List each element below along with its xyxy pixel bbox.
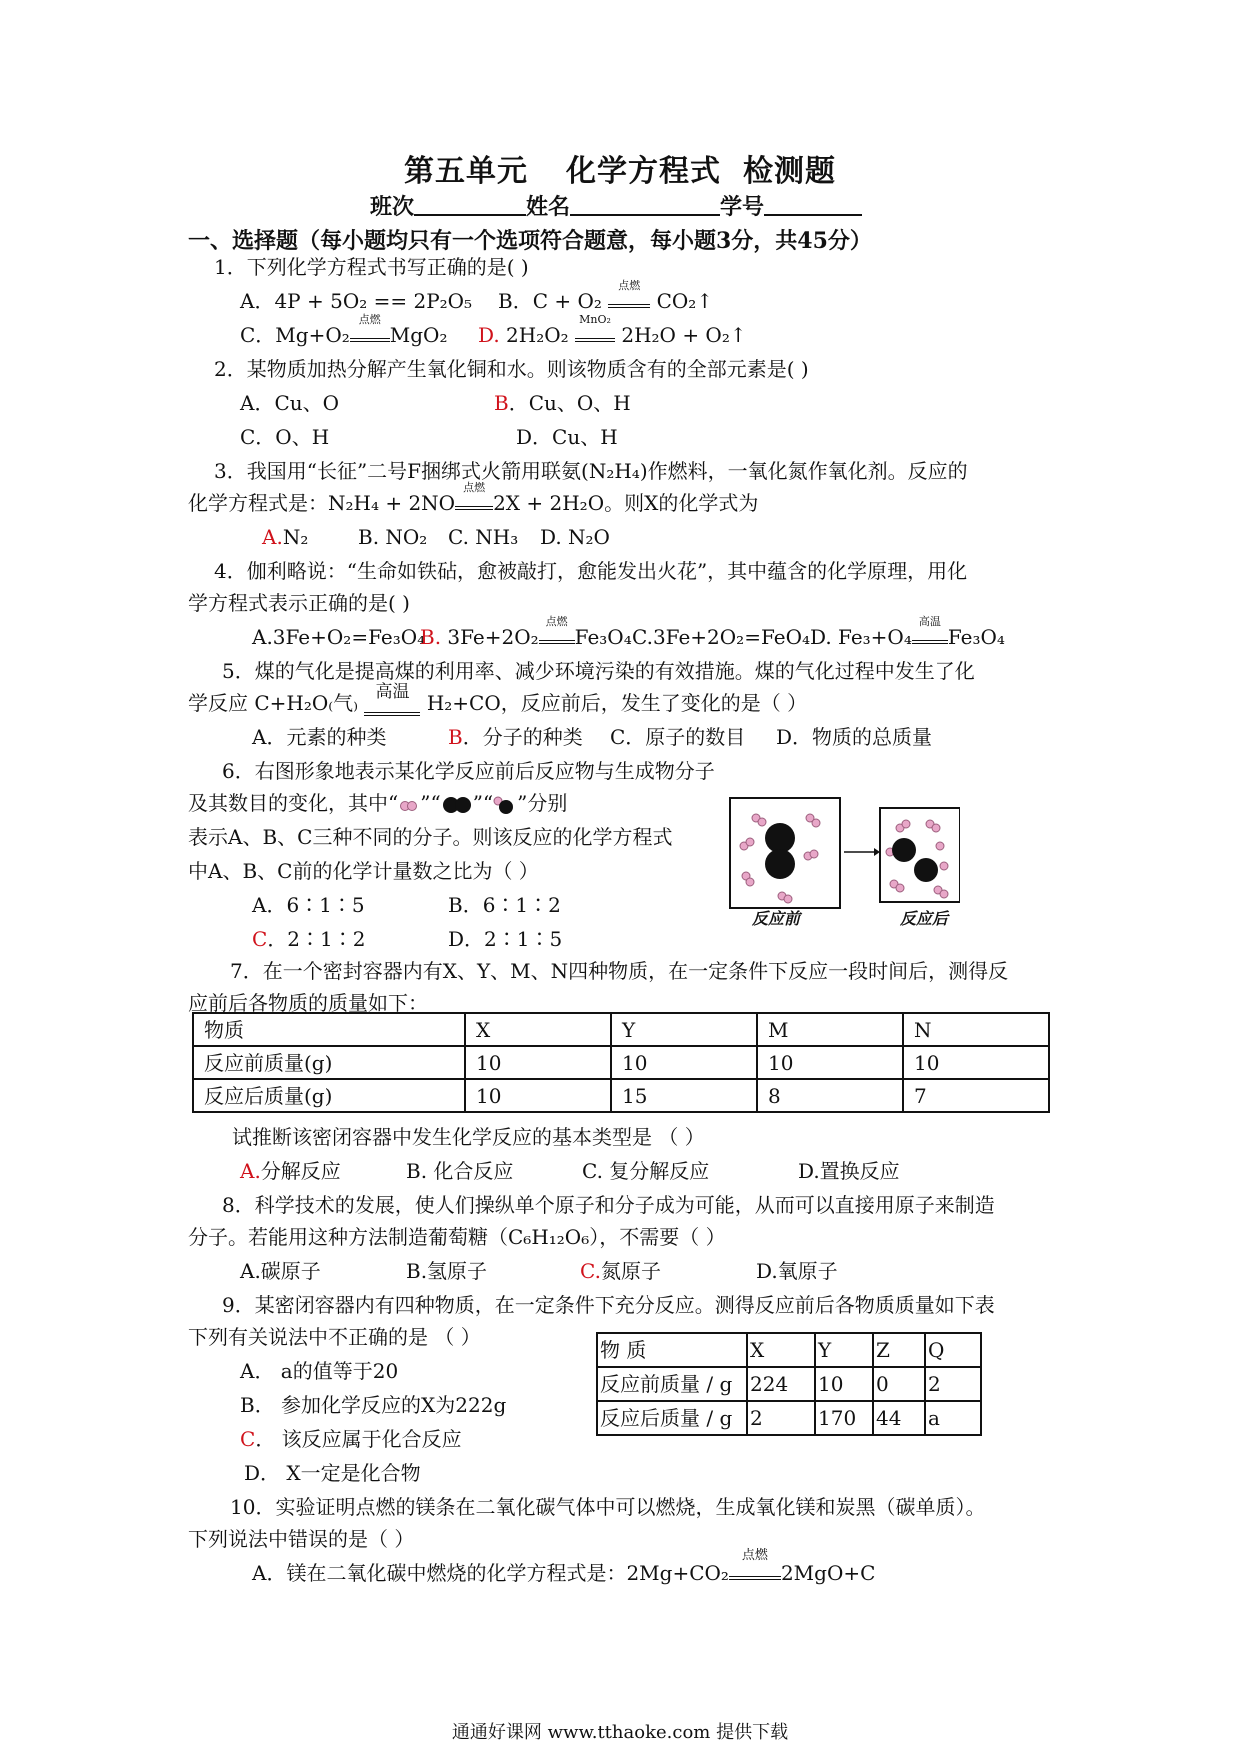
reaction-condition: 点燃 — [729, 1564, 781, 1586]
class-label: 班次 — [370, 194, 415, 220]
q6-line2: 及其数目的变化，其中“ ”“ ”“ ”分别 — [188, 791, 568, 815]
q5-option-c[interactable]: C．原子的数目 — [610, 725, 746, 749]
title-topic: 化学方程式 — [566, 154, 721, 189]
q9-line1: 9．某密闭容器内有四种物质，在一定条件下充分反应。测得反应前后各物质质量如下表 — [222, 1293, 995, 1317]
q7-option-c[interactable]: C. 复分解反应 — [582, 1159, 710, 1183]
q4-option-c[interactable]: C.3Fe+2O₂=FeO₄ — [632, 625, 810, 649]
reaction-condition: 高温 — [912, 628, 948, 650]
q4-option-a[interactable]: A.3Fe+O₂=Fe₃O₄ — [252, 625, 426, 649]
answer-mark: C — [240, 1427, 256, 1451]
title-test: 检测题 — [743, 154, 836, 189]
q8-option-d[interactable]: D.氧原子 — [756, 1259, 838, 1283]
q8-option-c[interactable]: C.氮原子 — [580, 1259, 661, 1283]
q8-line1: 8．科学技术的发展，使人们操纵单个原子和分子成为可能，从而可以直接用原子来制造 — [222, 1193, 995, 1217]
q4-line1: 4．伽利略说：“生命如铁砧，愈被敲打，愈能发出火花”，其中蕴含的化学原理，用化 — [214, 559, 968, 583]
q3-line2: 化学方程式是：N₂H₄ + 2NO 点燃 2X + 2H₂O。则X的化学式为 — [188, 481, 759, 515]
section-heading: 一、选择题（每小题均只有一个选项符合题意，每小题3分，共45分） — [188, 228, 872, 254]
q4-option-b[interactable]: B. 3Fe+2O₂ 点燃 Fe₃O₄ — [420, 615, 632, 649]
q1-option-a[interactable]: A．4P + 5O₂ == 2P₂O₅ — [240, 289, 473, 313]
q2-option-c[interactable]: C．O、H — [240, 425, 330, 449]
reaction-condition: 点燃 — [608, 292, 650, 314]
q1-option-b[interactable]: B．C + O₂ 点燃 CO₂↑ — [498, 279, 714, 313]
q8-option-b[interactable]: B.氢原子 — [406, 1259, 488, 1283]
q7-option-b[interactable]: B. 化合反应 — [406, 1159, 514, 1183]
q3-option-c[interactable]: C. NH₃ — [448, 525, 519, 549]
q10-option-a[interactable]: A．镁在二氧化碳中燃烧的化学方程式是：2Mg+CO₂ 点燃 2MgO+C — [252, 1548, 876, 1585]
answer-mark: A. — [262, 525, 283, 549]
q1-stem: 1．下列化学方程式书写正确的是( ) — [214, 255, 529, 279]
answer-mark: D. — [478, 323, 500, 347]
q3-line1: 3．我国用“长征”二号F捆绑式火箭用联氨(N₂H₄)作燃料，一氧化氮作氧化剂。反应的 — [214, 459, 968, 483]
q3-option-d[interactable]: D. N₂O — [540, 525, 610, 549]
id-blank[interactable] — [764, 194, 862, 216]
table-row: 物 质 X Y Z Q — [597, 1333, 981, 1367]
reaction-condition: 点燃 — [539, 628, 575, 650]
student-info — [370, 190, 862, 221]
q9-option-c[interactable]: C． 该反应属于化合反应 — [240, 1427, 462, 1451]
id-label: 学号 — [720, 194, 765, 220]
reaction-diagram — [728, 796, 960, 916]
q2-option-b[interactable]: B．Cu、O、H — [494, 391, 631, 415]
title-unit: 第五单元 — [404, 154, 528, 189]
q9-option-d[interactable]: D． X一定是化合物 — [244, 1461, 421, 1485]
q5-option-a[interactable]: A．元素的种类 — [252, 725, 387, 749]
fig-label-before: 反应前 — [752, 909, 801, 928]
q2-option-a[interactable]: A．Cu、O — [240, 391, 340, 415]
q8-line2: 分子。若能用这种方法制造葡萄糖（C₆H₁₂O₆），不需要（ ） — [188, 1225, 726, 1249]
molecule-a-icon — [398, 798, 420, 812]
answer-mark: B — [448, 725, 463, 749]
q5-line1: 5．煤的气化是提高煤的利用率、减少环境污染的有效措施。煤的气化过程中发生了化 — [222, 659, 975, 683]
q1-option-c[interactable]: C．Mg+O₂ 点燃 MgO₂ — [240, 313, 448, 347]
answer-mark: B — [494, 391, 509, 415]
reaction-condition: 点燃 — [350, 326, 390, 348]
q6-option-a[interactable]: A．6∶1∶5 — [252, 893, 365, 917]
q4-option-d[interactable]: D. Fe₃+O₄ 高温 Fe₃O₄ — [810, 615, 1005, 649]
q9-option-b[interactable]: B． 参加化学反应的X为222g — [240, 1393, 507, 1417]
reaction-condition: 高温 — [364, 690, 420, 716]
q6-line4: 中A、B、C前的化学计量数之比为（ ） — [188, 859, 539, 883]
q3-option-b[interactable]: B. NO₂ — [358, 525, 428, 549]
q7-option-d[interactable]: D.置换反应 — [798, 1159, 900, 1183]
q5-option-b[interactable]: B．分子的种类 — [448, 725, 583, 749]
q10-line1: 10．实验证明点燃的镁条在二氧化碳气体中可以燃烧，生成氧化镁和炭黑（碳单质）。 — [230, 1495, 986, 1519]
table-row: 反应后质量(g) 10 15 8 7 — [193, 1079, 1049, 1112]
page-title — [0, 146, 1240, 190]
q10-line2: 下列说法中错误的是（ ） — [188, 1527, 415, 1551]
answer-mark: C — [252, 927, 268, 951]
q7-line1: 7．在一个密封容器内有X、Y、M、N四种物质，在一定条件下反应一段时间后，测得反 — [230, 959, 1009, 983]
reaction-condition: MnO₂ — [575, 326, 615, 348]
q6-line1: 6．右图形象地表示某化学反应前后反应物与生成物分子 — [222, 759, 715, 783]
q5-line2: 学反应 C+H₂O₍气₎ 高温 H₂+CO，反应前后，发生了变化的是（ ） — [188, 682, 808, 715]
q6-option-b[interactable]: B．6∶1∶2 — [448, 893, 561, 917]
q9-option-a[interactable]: A． a的值等于20 — [240, 1359, 399, 1383]
q4-line2: 学方程式表示正确的是( ) — [188, 591, 410, 615]
table-row: 反应前质量(g) 10 10 10 10 — [193, 1046, 1049, 1079]
q1-option-d[interactable]: D. 2H₂O₂ MnO₂ 2H₂O + O₂↑ — [478, 313, 747, 347]
q5-option-d[interactable]: D．物质的总质量 — [776, 725, 933, 749]
q2-option-d[interactable]: D．Cu、H — [516, 425, 618, 449]
q8-option-a[interactable]: A.碳原子 — [240, 1259, 321, 1283]
page-footer: 通通好课网 www.tthaoke.com 提供下载 — [451, 1722, 789, 1743]
answer-mark: B. — [420, 625, 442, 649]
fig-label-after: 反应后 — [900, 909, 949, 928]
q7-line2: 应前后各物质的质量如下： — [188, 991, 428, 1015]
class-blank[interactable] — [414, 194, 526, 216]
table-row: 反应前质量 / g 224 10 0 2 — [597, 1367, 981, 1401]
q6-option-d[interactable]: D．2∶1∶5 — [448, 927, 563, 951]
q7-table — [192, 1012, 1050, 1113]
answer-mark: C. — [580, 1259, 601, 1283]
molecule-c-icon — [493, 795, 517, 815]
q3-option-a[interactable]: A.N₂ — [262, 525, 309, 549]
q9-line2: 下列有关说法中不正确的是 （ ） — [188, 1325, 481, 1349]
q6-option-c[interactable]: C．2∶1∶2 — [252, 927, 366, 951]
table-row: 物质 X Y M N — [193, 1013, 1049, 1046]
q2-stem: 2．某物质加热分解产生氧化铜和水。则该物质含有的全部元素是( ) — [214, 357, 809, 381]
q6-line3: 表示A、B、C三种不同的分子。则该反应的化学方程式 — [188, 825, 673, 849]
molecule-b-icon — [441, 796, 473, 814]
table-row: 反应后质量 / g 2 170 44 a — [597, 1401, 981, 1435]
before-molecules — [740, 814, 820, 903]
name-blank[interactable] — [570, 194, 720, 216]
answer-mark: A. — [240, 1159, 261, 1183]
q7-line3: 试推断该密闭容器中发生化学反应的基本类型是 （ ） — [232, 1125, 705, 1149]
q7-option-a[interactable]: A.分解反应 — [240, 1159, 341, 1183]
after-molecules — [886, 820, 948, 898]
q9-table — [596, 1332, 982, 1436]
name-label: 姓名 — [526, 194, 571, 220]
reaction-condition: 点燃 — [455, 494, 493, 516]
